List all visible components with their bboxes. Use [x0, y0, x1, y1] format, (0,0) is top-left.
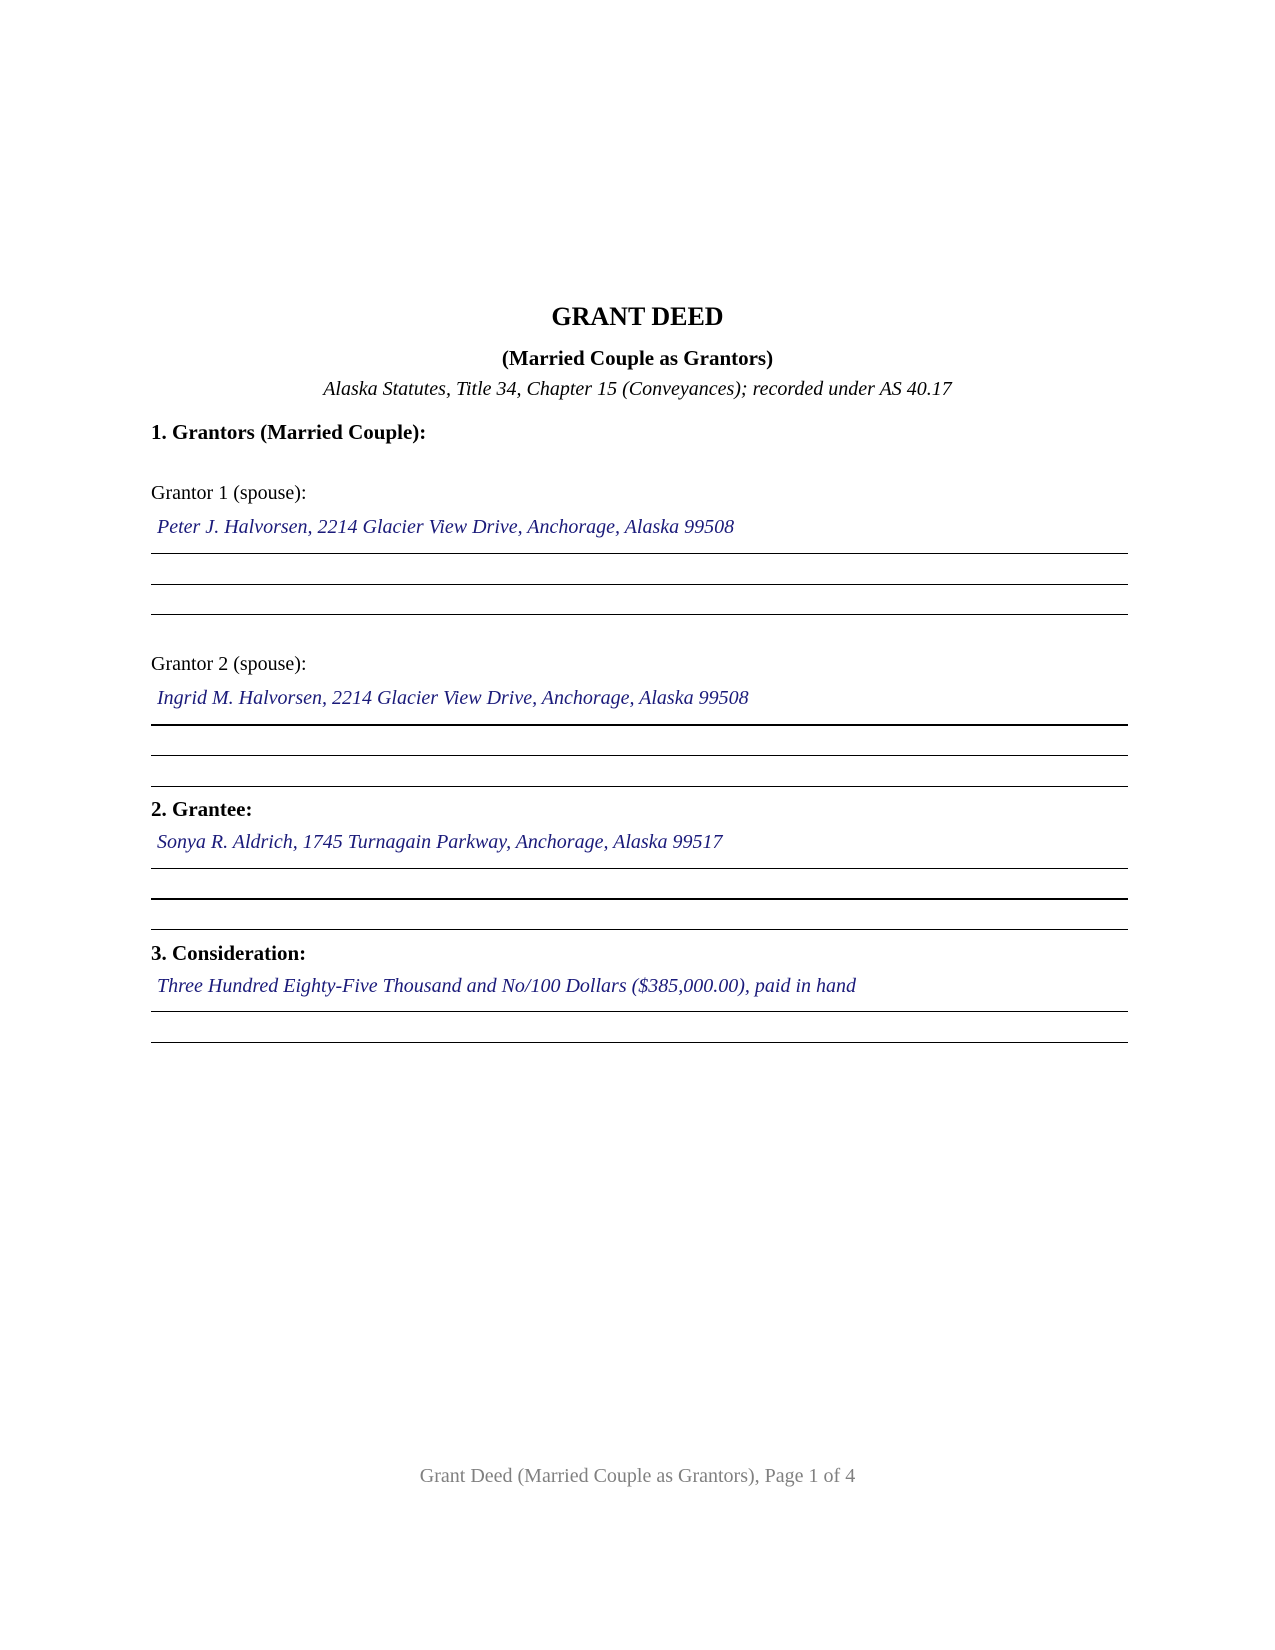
consideration-line-1 [151, 1011, 1128, 1012]
grantee-value[interactable]: Sonya R. Aldrich, 1745 Turnagain Parkway, Anchorage, Alaska 99517 [157, 831, 723, 853]
grantee-heading: 2. Grantee: [151, 797, 253, 821]
grantor2-line-1 [151, 724, 1128, 726]
document-title: GRANT DEED [551, 302, 724, 331]
page-footer: Grant Deed (Married Couple as Grantors), Page 1 of 4 [419, 1465, 856, 1487]
grantor2-line-2 [151, 755, 1128, 756]
consideration-heading: 3. Consideration: [151, 941, 307, 965]
grantor1-line-2 [151, 584, 1128, 585]
grantee-line-2 [151, 898, 1128, 900]
grantor1-line-3 [151, 614, 1128, 615]
grantor1-line-1 [151, 553, 1128, 554]
grantor1-value[interactable]: Peter J. Halvorsen, 2214 Glacier View Drive, Anchorage, Alaska 99508 [157, 516, 735, 538]
grantor2-value[interactable]: Ingrid M. Halvorsen, 2214 Glacier View Drive, Anchorage, Alaska 99508 [157, 687, 749, 709]
grantor1-label: Grantor 1 (spouse): [151, 482, 307, 504]
document-subtitle: (Married Couple as Grantors) [501, 346, 774, 370]
grantee-line-1 [151, 868, 1128, 869]
consideration-line-2 [151, 1042, 1128, 1043]
statute-citation: Alaska Statutes, Title 34, Chapter 15 (Conveyances); recorded under AS 40.17 [323, 378, 952, 400]
grantee-line-3 [151, 929, 1128, 930]
grantor2-label: Grantor 2 (spouse): [151, 653, 307, 675]
grantors-heading: 1. Grantors (Married Couple): [151, 420, 427, 444]
consideration-value[interactable]: Three Hundred Eighty-Five Thousand and No/100 Dollars ($385,000.00), paid in hand [157, 975, 857, 997]
grantor2-line-3 [151, 786, 1128, 787]
